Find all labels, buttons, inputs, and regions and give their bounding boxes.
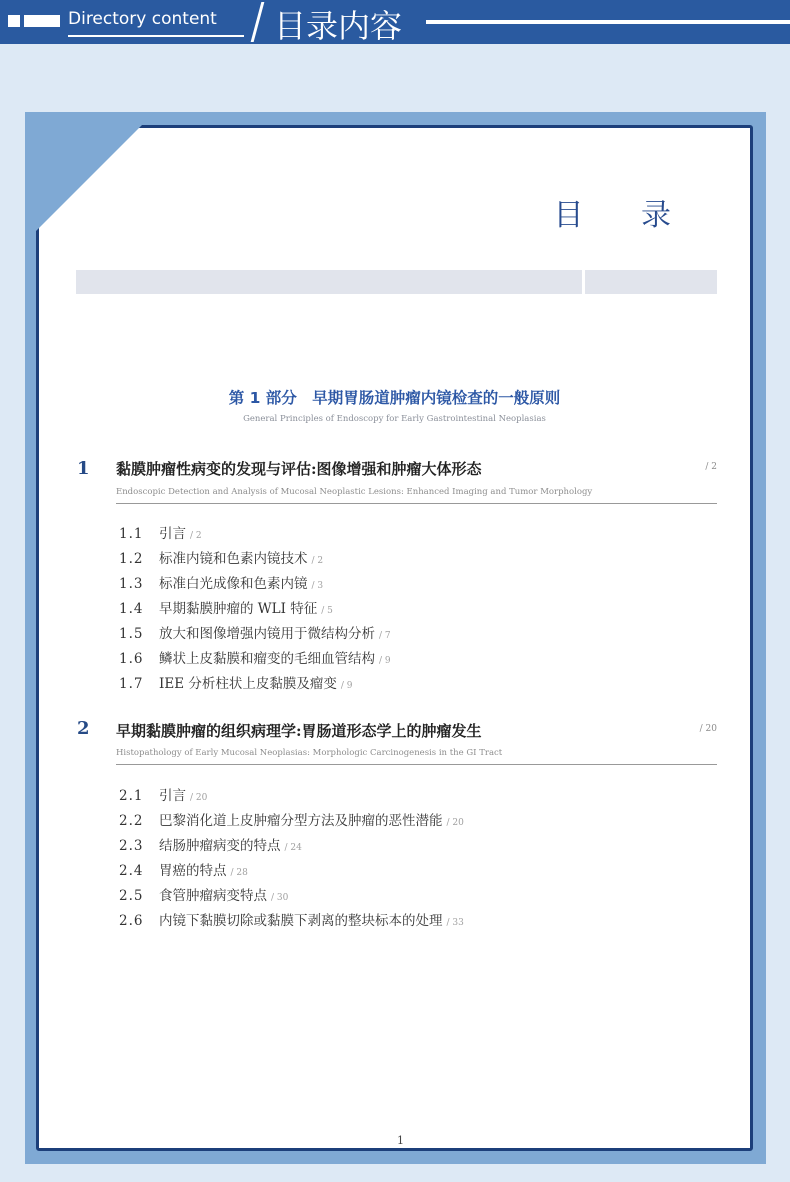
entry-page: / 9 (379, 656, 391, 666)
entry-page: / 30 (271, 893, 289, 903)
entry-title: 引言 (159, 526, 186, 542)
toc-entry[interactable] (119, 809, 464, 829)
entry-number: 2.5 (119, 888, 144, 904)
entry-number: 1.3 (119, 576, 144, 592)
entry-number: 1.5 (119, 626, 144, 642)
entry-page: / 2 (190, 531, 202, 541)
chapter-english-title: Endoscopic Detection and Analysis of Mucosal Neoplastic Lesions: Enhanced Imaging and Tumor Morphology (116, 487, 593, 497)
entry-number: 2.4 (119, 863, 144, 879)
part-subtitle: General Principles of Endoscopy for Early Gastrointestinal Neoplasias (243, 414, 546, 424)
entry-title: 鳞状上皮黏膜和瘤变的毛细血管结构 (159, 651, 375, 667)
toc-entry[interactable] (119, 672, 352, 692)
header-banner (0, 0, 790, 44)
entry-number: 1.6 (119, 651, 144, 667)
entry-title: 放大和图像增强内镜用于微结构分析 (159, 626, 375, 642)
entry-page: / 33 (446, 918, 464, 928)
toc-entry[interactable] (119, 547, 323, 567)
square-decoration (8, 15, 20, 27)
entry-page: / 7 (379, 631, 391, 641)
entry-title: IEE 分析柱状上皮黏膜及瘤变 (159, 676, 337, 692)
slash-divider (251, 2, 265, 42)
toc-entry[interactable] (119, 884, 288, 904)
title-bar-gap (582, 270, 585, 294)
banner-underline (68, 35, 244, 37)
toc-entry[interactable] (119, 622, 391, 642)
entry-number: 1.7 (119, 676, 144, 692)
entry-number: 1.1 (119, 526, 144, 542)
part-title: 第 1 部分 早期胃肠道肿瘤内镜检查的一般原则 (228, 389, 561, 407)
toc-entry[interactable] (119, 597, 333, 617)
entry-title: 标准白光成像和色素内镜 (159, 576, 308, 592)
entry-number: 1.2 (119, 551, 144, 567)
toc-entry[interactable] (119, 909, 464, 929)
entry-title: 胃癌的特点 (159, 863, 227, 879)
title-bar (76, 270, 717, 294)
banner-rule (426, 20, 790, 24)
chapter-title[interactable]: 早期黏膜肿瘤的组织病理学:胃肠道形态学上的肿瘤发生 (116, 722, 482, 740)
chapter-number: 2 (77, 718, 90, 739)
page-number: 1 (397, 1134, 404, 1147)
entry-title: 内镜下黏膜切除或黏膜下剥离的整块标本的处理 (159, 913, 443, 929)
chapter-title[interactable]: 黏膜肿瘤性病变的发现与评估:图像增强和肿瘤大体形态 (116, 460, 482, 478)
chapter-english-title: Histopathology of Early Mucosal Neoplasias: Morphologic Carcinogenesis in the GI Tract (116, 748, 503, 758)
entry-page: / 3 (311, 581, 324, 591)
chapter-number: 1 (77, 458, 90, 479)
page-title: 目 录 (553, 198, 695, 233)
entry-number: 2.3 (119, 838, 144, 854)
entry-number: 2.2 (119, 813, 144, 829)
toc-entry[interactable] (119, 647, 391, 667)
entry-page: / 20 (190, 793, 208, 803)
entry-number: 2.1 (119, 788, 144, 804)
chapter-page: / 2 (705, 462, 717, 472)
entry-page: / 28 (230, 868, 248, 878)
entry-title: 食管肿瘤病变特点 (159, 888, 267, 904)
chapter-page: / 20 (699, 724, 717, 734)
chapter-rule (116, 764, 717, 765)
entry-title: 巴黎消化道上皮肿瘤分型方法及肿瘤的恶性潜能 (159, 813, 443, 829)
entry-title: 标准内镜和色素内镜技术 (159, 551, 308, 567)
entry-title: 结肠肿瘤病变的特点 (159, 838, 281, 854)
toc-entry[interactable] (119, 572, 323, 592)
entry-number: 2.6 (119, 913, 144, 929)
chapter-rule (116, 503, 717, 504)
entry-title: 引言 (159, 788, 186, 804)
toc-entry[interactable] (119, 859, 248, 879)
entry-page: / 5 (321, 606, 333, 616)
toc-entry[interactable] (119, 784, 207, 804)
bar-decoration (24, 15, 60, 27)
entry-page: / 9 (340, 681, 353, 691)
entry-page: / 2 (311, 556, 324, 566)
banner-english-title: Directory content (68, 9, 217, 29)
banner-chinese-title: 目录内容 (274, 7, 403, 45)
toc-entry[interactable] (119, 834, 302, 854)
toc-page (36, 125, 753, 1151)
entry-page: / 24 (284, 843, 302, 853)
entry-page: / 20 (446, 818, 464, 828)
folded-corner (25, 112, 155, 242)
entry-title: 早期黏膜肿瘤的 WLI 特征 (159, 601, 318, 617)
entry-number: 1.4 (119, 601, 144, 617)
toc-entry[interactable] (119, 522, 202, 542)
